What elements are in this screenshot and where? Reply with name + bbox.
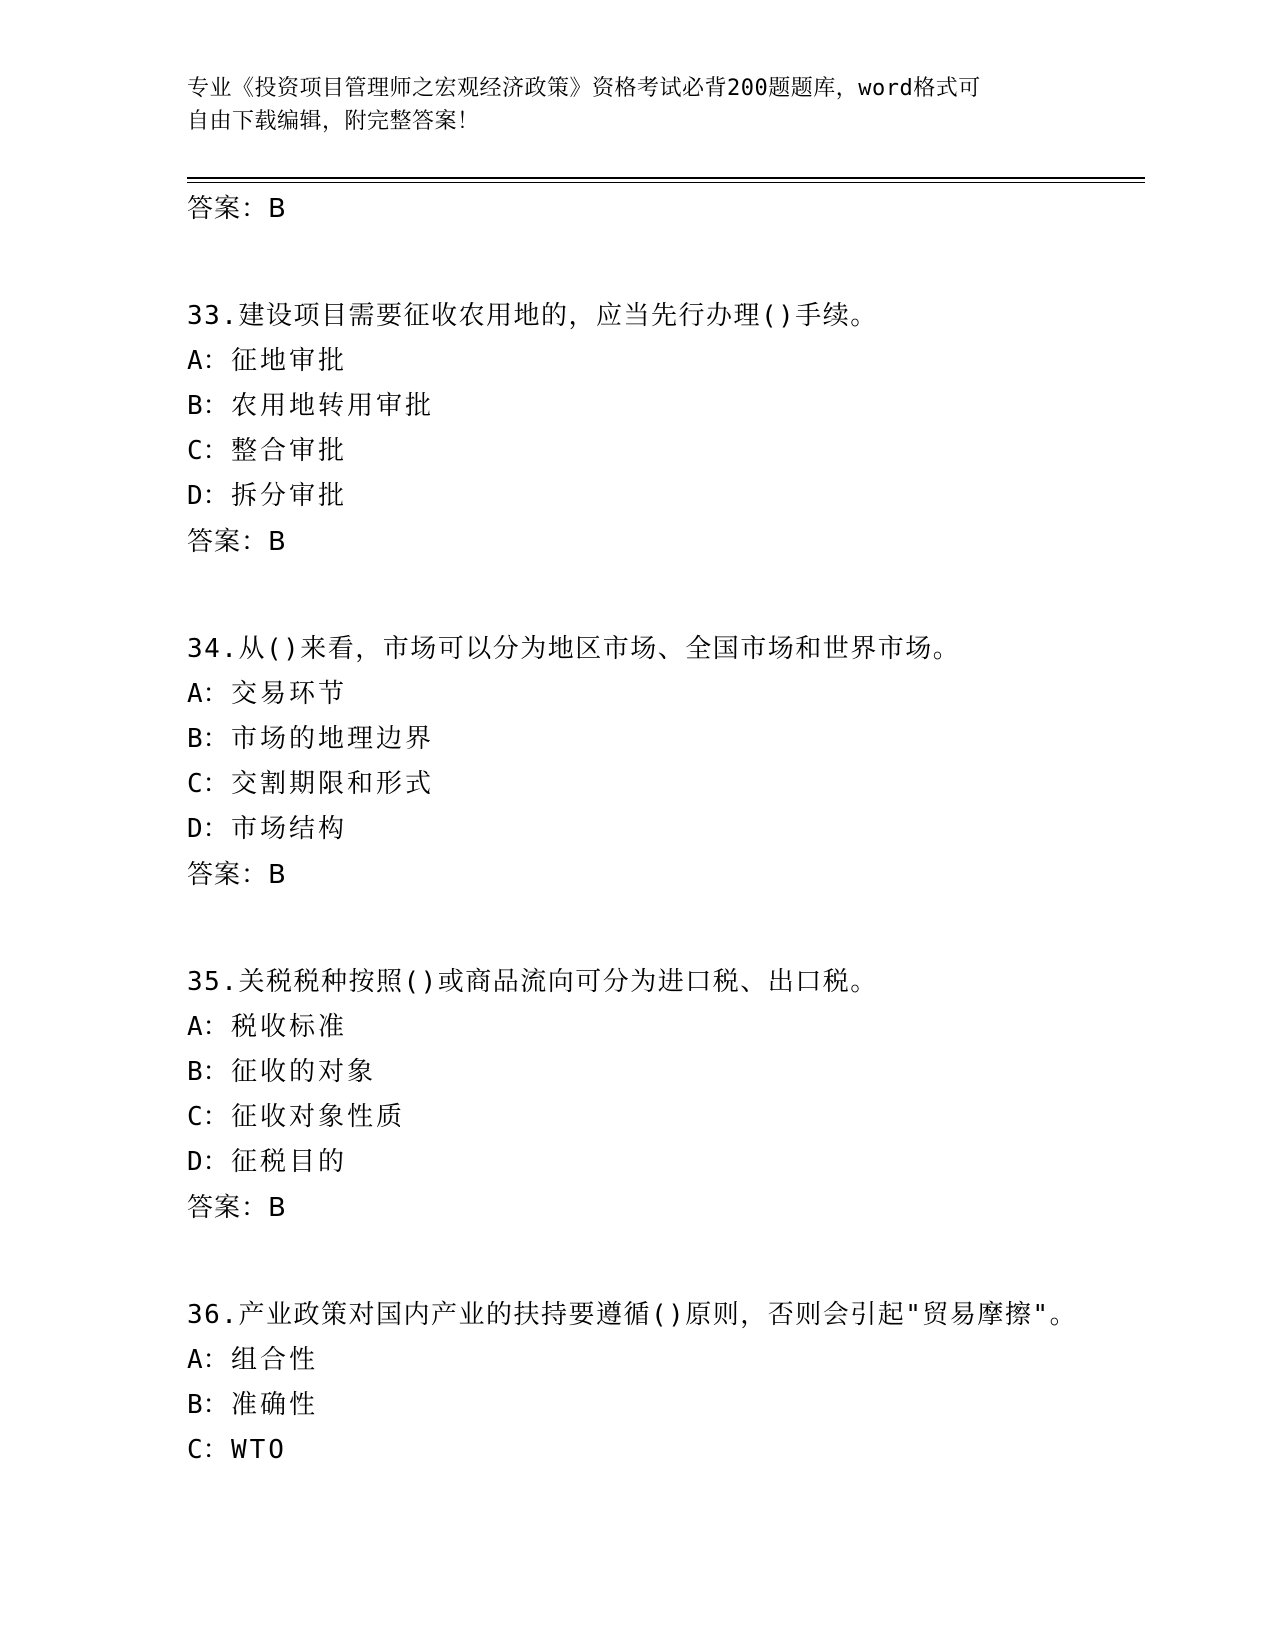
- option-a: [187, 1338, 1087, 1383]
- option-c: [187, 429, 1087, 474]
- option-text: 农用地转用审批: [231, 391, 435, 421]
- document-header: [187, 72, 1067, 138]
- option-label: B：: [187, 1390, 229, 1420]
- option-label: A：: [187, 679, 229, 709]
- header-line-2: 自由下载编辑，附完整答案！: [187, 109, 480, 134]
- option-label: B：: [187, 724, 229, 754]
- option-text: WTO: [231, 1435, 287, 1465]
- option-text: 市场的地理边界: [231, 724, 435, 754]
- option-label: C：: [187, 769, 229, 799]
- option-text: 征收对象性质: [231, 1102, 406, 1132]
- option-text: 准确性: [231, 1390, 319, 1420]
- document-body: [187, 186, 1087, 1473]
- option-b: [187, 717, 1087, 762]
- option-b: [187, 1383, 1087, 1428]
- option-label: A：: [187, 346, 229, 376]
- option-c: [187, 762, 1087, 807]
- option-label: C：: [187, 1102, 229, 1132]
- answer-line: 答案：B: [187, 527, 287, 557]
- question-stem: 34.从()来看，市场可以分为地区市场、全国市场和世界市场。: [187, 634, 961, 664]
- question-block: [187, 626, 1087, 898]
- answer-line: 答案：B: [187, 860, 287, 890]
- question-stem: 35.关税税种按照()或商品流向可分为进口税、出口税。: [187, 967, 878, 997]
- question-stem: 36.产业政策对国内产业的扶持要遵循()原则，否则会引起"贸易摩擦"。: [187, 1300, 1078, 1330]
- question-block: [187, 1292, 1087, 1473]
- option-label: D：: [187, 1147, 229, 1177]
- option-a: [187, 1005, 1087, 1050]
- header-rule-thick: [187, 177, 1145, 179]
- option-text: 税收标准: [231, 1012, 348, 1042]
- option-a: [187, 672, 1087, 717]
- option-label: C：: [187, 1435, 229, 1465]
- answer-line: 答案：B: [187, 194, 287, 224]
- option-text: 整合审批: [231, 436, 348, 466]
- question-block: [187, 959, 1087, 1231]
- option-label: C：: [187, 436, 229, 466]
- option-text: 拆分审批: [231, 481, 348, 511]
- option-label: A：: [187, 1345, 229, 1375]
- header-line-1: 专业《投资项目管理师之宏观经济政策》资格考试必背200题题库，word格式可: [187, 76, 981, 101]
- option-c: [187, 1095, 1087, 1140]
- option-c: [187, 1428, 1087, 1473]
- option-a: [187, 339, 1087, 384]
- option-d: [187, 1140, 1087, 1185]
- answer-line: 答案：B: [187, 1193, 287, 1223]
- option-label: D：: [187, 814, 229, 844]
- question-block: [187, 293, 1087, 565]
- option-text: 征税目的: [231, 1147, 348, 1177]
- option-text: 交割期限和形式: [231, 769, 435, 799]
- question-stem: 33.建设项目需要征收农用地的，应当先行办理()手续。: [187, 301, 878, 331]
- option-text: 征收的对象: [231, 1057, 377, 1087]
- option-label: B：: [187, 391, 229, 421]
- option-label: D：: [187, 481, 229, 511]
- option-text: 征地审批: [231, 346, 348, 376]
- option-d: [187, 807, 1087, 852]
- option-text: 组合性: [231, 1345, 319, 1375]
- option-b: [187, 384, 1087, 429]
- option-label: A：: [187, 1012, 229, 1042]
- option-d: [187, 474, 1087, 519]
- option-label: B：: [187, 1057, 229, 1087]
- option-text: 市场结构: [231, 814, 348, 844]
- option-text: 交易环节: [231, 679, 348, 709]
- option-b: [187, 1050, 1087, 1095]
- header-rule-thin: [187, 182, 1145, 183]
